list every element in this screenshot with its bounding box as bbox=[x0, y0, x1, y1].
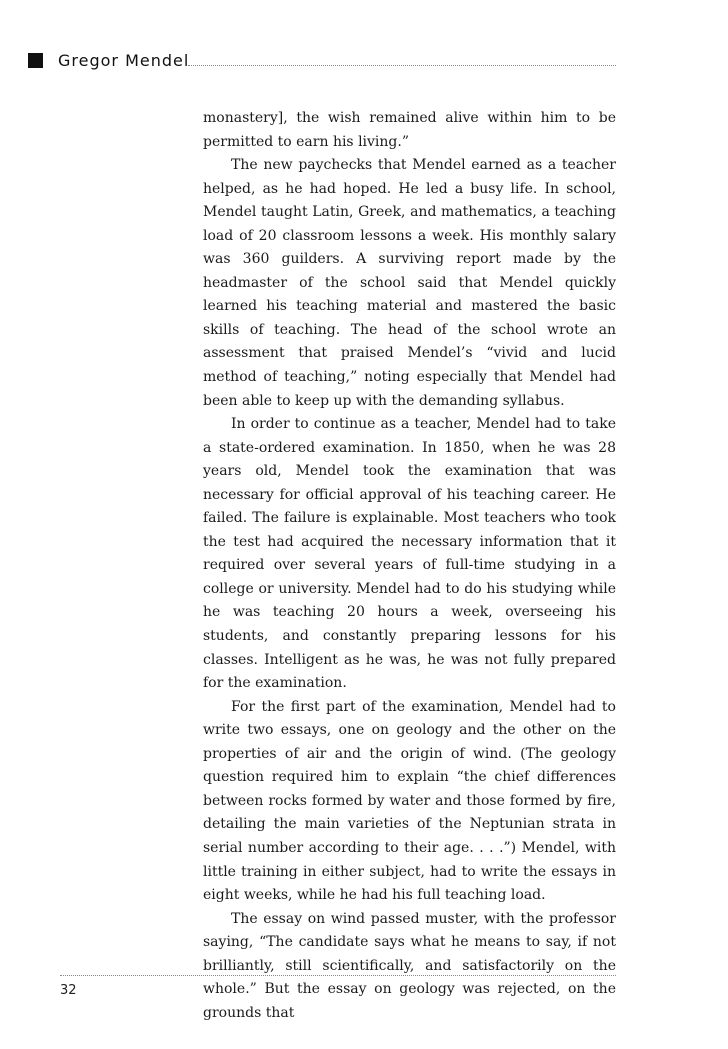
footer-dotted-rule bbox=[60, 975, 616, 976]
header-dotted-rule bbox=[188, 65, 616, 66]
page-number: 32 bbox=[60, 983, 77, 998]
paragraph: The new paychecks that Mendel earned as a teacher helped, as he had hoped. He led a busy life. In school, Mendel taught Latin, Greek, and mathematics, a teaching load of 20 classroom lessons a week. His monthly salary was 360 guilders. A surviving report made by the headmaster of the school said that Mendel quickly learned his teaching material and mastered the basic skills of teaching. The head of the school wrote an assessment that praised Mendel’s “vivid and lucid method of teaching,” noting especially that Mendel had been able to keep up with the demanding syllabus. bbox=[203, 157, 616, 409]
paragraph: In order to continue as a teacher, Mendel had to take a state-ordered examination. In 1850, when he was 28 years old, Mendel took the examination that was necessary for official approval of his teaching career. He failed. The failure is explainable. Most teachers who took the test had acquired the necessary information that it required over several years of full-time studying in a college or university. Mendel had to do his studying while he was teaching 20 hours a week, overseeing his students, and constantly preparing lessons for his classes. Intelligent as he was, he was not fully prepared for the examination. bbox=[203, 416, 616, 692]
running-title: Gregor Mendel bbox=[58, 51, 190, 70]
header-square-marker bbox=[28, 53, 43, 68]
paragraph: monastery], the wish remained alive within him to be permitted to earn his living.” bbox=[203, 110, 616, 150]
paragraph: The essay on wind passed muster, with the professor saying, “The candidate says what he means to say, if not brilliantly, still scientifically, and satisfactorily on the whole.” But the essay on geology was rejected, on the grounds that bbox=[203, 910, 616, 1021]
paragraph: For the first part of the examination, Mendel had to write two essays, one on geology and the other on the properties of air and the origin of wind. (The geology question required him to explain “the chief differences between rocks formed by water and those formed by fire, detailing the main varieties of the Neptunian strata in serial number according to their age. . . .”) Mendel, with little training in either subject, had to write the essays in eight weeks, while he had his full teaching load. bbox=[203, 698, 616, 904]
body-text bbox=[203, 107, 616, 1025]
running-header bbox=[28, 50, 616, 72]
